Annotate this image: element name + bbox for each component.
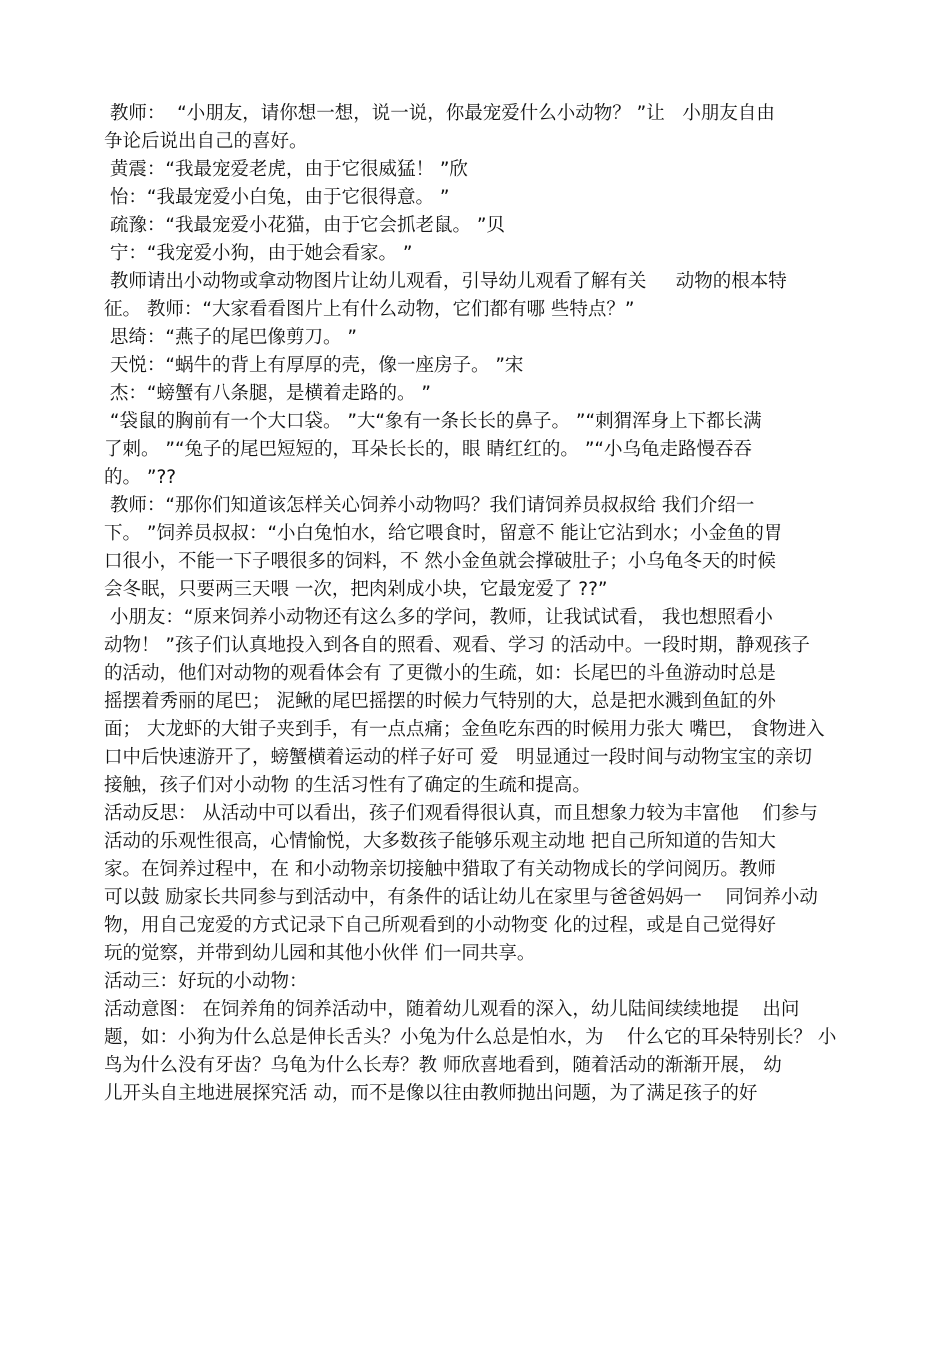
text-line: 杰：“螃蟹有八条腿，是横着走路的。 ” — [104, 383, 431, 404]
text-line: 口很小，不能一下子喂很多的饲料，不 然小金鱼就会撑破肚子；小乌龟冬天的时候 — [104, 551, 776, 572]
text-line: 物，用自己宠爱的方式记录下自己所观看到的小动物变 化的过程，或是自己觉得好 — [104, 915, 776, 936]
text-line: 家。在饲养过程中，在 和小动物亲切接触中猎取了有关动物成长的学问阅历。教师 — [104, 859, 776, 880]
text-line: 口中后快速游开了，螃蟹横着运动的样子好可 爱 明显通过一段时间与动物宝宝的亲切 — [104, 747, 813, 768]
text-line: “袋鼠的胸前有一个大口袋。 ”大“象有一条长长的鼻子。 ”“刺猬浑身上下都长满 — [104, 411, 762, 432]
text-line: 可以鼓 励家长共同参与到活动中，有条件的话让幼儿在家里与爸爸妈妈一 同饲养小动 — [104, 887, 818, 908]
document-body — [104, 100, 840, 1108]
text-line: 摇摆着秀丽的尾巴； 泥鳅的尾巴摇摆的时候力气特别的大，总是把水溅到鱼缸的外 — [104, 691, 776, 712]
text-line: 会冬眠，只要两三天喂 一次，把肉剁成小块，它最宠爱了 ??” — [104, 579, 608, 600]
text-line: 题，如：小狗为什么总是伸长舌头？小兔为什么总是怕水，为 什么它的耳朵特别长？ 小 — [104, 1027, 837, 1048]
text-line: 活动反思： 从活动中可以看出，孩子们观看得很认真，而且想象力较为丰富他 们参与 — [104, 803, 818, 824]
text-line: 活动意图： 在饲养角的饲养活动中，随着幼儿观看的深入，幼儿陆间续续地提 出问 — [104, 999, 800, 1020]
text-line: 了刺。 ”“兔子的尾巴短短的，耳朵长长的，眼 睛红红的。 ”“小乌龟走路慢吞吞 — [104, 439, 752, 460]
text-line: 的。 ”?? — [104, 467, 177, 488]
text-line: 教师请出小动物或拿动物图片让幼儿观看，引导幼儿观看了解有关 动物的根本特 — [104, 271, 787, 292]
text-line: 面； 大龙虾的大钳子夹到手，有一点点痛；金鱼吃东西的时候用力张大 嘴巴， 食物进入 — [104, 719, 825, 740]
text-line: 教师： “小朋友，请你想一想，说一说，你最宠爱什么小动物？ ”让 小朋友自由 — [104, 103, 775, 124]
text-line: 的活动，他们对动物的观看体会有 了更微小的生疏，如：长尾巴的斗鱼游动时总是 — [104, 663, 776, 684]
text-line: 天悦：“蜗牛的背上有厚厚的壳，像一座房子。 ”宋 — [104, 355, 524, 376]
text-line: 活动三：好玩的小动物： — [104, 971, 308, 992]
text-line: 征。 教师：“大家看看图片上有什么动物，它们都有哪 些特点？” — [104, 299, 635, 320]
text-line: 接触，孩子们对小动物 的生活习性有了确定的生疏和提高。 — [104, 775, 591, 796]
text-line: 思绮：“燕子的尾巴像剪刀。 ” — [104, 327, 357, 348]
text-line: 教师：“那你们知道该怎样关心饲养小动物吗？我们请饲养员叔叔给 我们介绍一 — [104, 495, 755, 516]
text-line: 动物！ ”孩子们认真地投入到各自的照看、观看、学习 的活动中。一段时期，静观孩子 — [104, 635, 810, 656]
text-line: 小朋友：“原来饲养小动物还有这么多的学问，教师，让我试试看， 我也想照看小 — [104, 607, 773, 628]
text-line: 怡：“我最宠爱小白兔，由于它很得意。 ” — [104, 187, 450, 208]
text-line: 鸟为什么没有牙齿？乌龟为什么长寿？教 师欣喜地看到，随着活动的渐渐开展， 幼 — [104, 1055, 782, 1076]
text-line: 争论后说出自己的喜好。 — [104, 131, 308, 152]
text-line: 宁：“我宠爱小狗，由于她会看家。 ” — [104, 243, 413, 264]
text-line: 儿开头自主地进展探究活 动，而不是像以往由教师抛出问题，为了满足孩子的好 — [104, 1083, 758, 1104]
text-line: 下。 ”饲养员叔叔：“小白兔怕水，给它喂食时，留意不 能让它沾到水；小金鱼的胃 — [104, 523, 783, 544]
text-line: 玩的觉察，并带到幼儿园和其他小伙伴 们一同共享。 — [104, 943, 536, 964]
text-line: 黄震：“我最宠爱老虎，由于它很威猛！ ”欣 — [104, 159, 468, 180]
text-line: 活动的乐观性很高，心情愉悦，大多数孩子能够乐观主动地 把自己所知道的告知大 — [104, 831, 776, 852]
text-line: 疏豫：“我最宠爱小花猫，由于它会抓老鼠。 ”贝 — [104, 215, 505, 236]
